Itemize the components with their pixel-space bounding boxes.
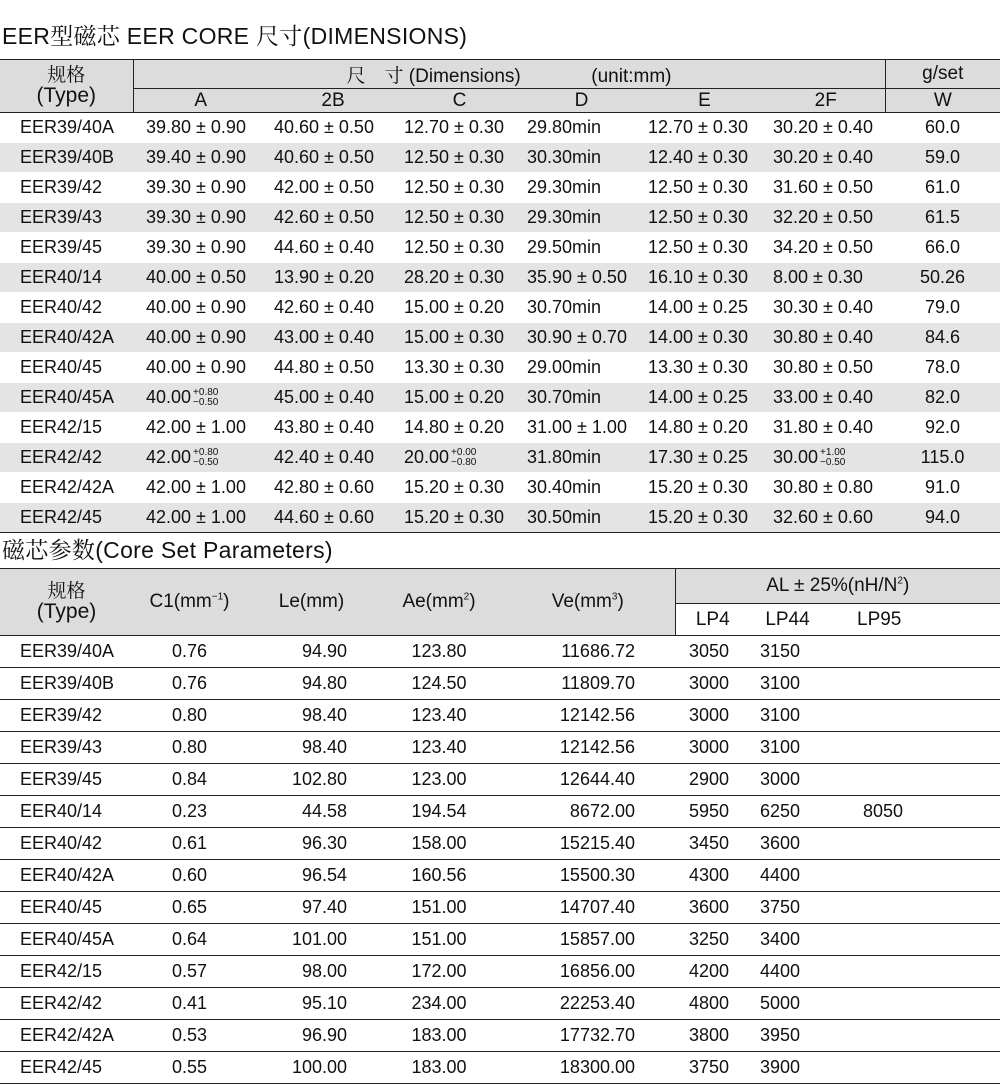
lp4-cell: 3000 <box>675 668 750 700</box>
dimension-cell-E: 14.00 ± 0.25 <box>642 293 767 323</box>
table-row <box>0 143 1000 173</box>
table-row <box>0 1052 1000 1084</box>
param-type-cell: EER40/14 <box>0 796 133 828</box>
dimension-cell-D: 29.50min <box>521 233 642 263</box>
dimension-cell-F: 8.00 ± 0.30 <box>767 263 885 293</box>
table-row <box>0 668 1000 700</box>
c1-cell: 0.55 <box>133 1052 246 1084</box>
dimension-cell-D: 30.50min <box>521 503 642 533</box>
le-cell: 101.00 <box>246 924 377 956</box>
type-cell: EER42/15 <box>0 413 133 443</box>
table-row <box>0 860 1000 892</box>
dimension-cell-A: 40.00 ± 0.90 <box>133 323 268 353</box>
weight-cell: 61.0 <box>885 173 1000 203</box>
dimension-cell-B: 44.60 ± 0.60 <box>268 503 398 533</box>
dimension-cell-C: 12.70 ± 0.30 <box>398 113 521 143</box>
lp44-cell: 3900 <box>750 1052 825 1084</box>
material-header-lp44: LP44 <box>750 604 825 636</box>
dimension-cell-C: 12.50 ± 0.30 <box>398 143 521 173</box>
dimension-cell-B: 44.60 ± 0.40 <box>268 233 398 263</box>
param-type-cell: EER42/42 <box>0 988 133 1020</box>
dimension-cell-D: 31.00 ± 1.00 <box>521 413 642 443</box>
lp95-cell <box>825 924 1000 956</box>
le-cell: 95.10 <box>246 988 377 1020</box>
dimension-cell-F: 30.80 ± 0.80 <box>767 473 885 503</box>
c1-cell: 0.80 <box>133 732 246 764</box>
dimension-cell-D: 29.00min <box>521 353 642 383</box>
ae-cell: 234.00 <box>377 988 501 1020</box>
lp4-cell: 2900 <box>675 764 750 796</box>
lp95-cell <box>825 636 1000 668</box>
c1-cell: 0.23 <box>133 796 246 828</box>
le-cell: 100.00 <box>246 1052 377 1084</box>
lp4-cell: 3450 <box>675 828 750 860</box>
dimension-cell-C: 12.50 ± 0.30 <box>398 203 521 233</box>
lp44-cell: 3150 <box>750 636 825 668</box>
type-cell: EER39/43 <box>0 203 133 233</box>
table-row <box>0 796 1000 828</box>
dimension-cell-D: 30.30min <box>521 143 642 173</box>
dimension-cell-C: 28.20 ± 0.30 <box>398 263 521 293</box>
lp95-cell <box>825 956 1000 988</box>
ve-cell: 12142.56 <box>501 732 675 764</box>
ve-cell: 15857.00 <box>501 924 675 956</box>
dimension-cell-A: 39.30 ± 0.90 <box>133 203 268 233</box>
ae-cell: 124.50 <box>377 668 501 700</box>
c1-cell: 0.65 <box>133 892 246 924</box>
dimension-cell-F: 30.00 +1.00 −0.50 <box>767 443 885 473</box>
weight-cell: 92.0 <box>885 413 1000 443</box>
le-cell: 44.58 <box>246 796 377 828</box>
column-header-D: D <box>521 89 642 113</box>
lp44-cell: 6250 <box>750 796 825 828</box>
ve-cell: 16856.00 <box>501 956 675 988</box>
material-header-lp4: LP4 <box>675 604 750 636</box>
type-cell: EER40/14 <box>0 263 133 293</box>
weight-cell: 91.0 <box>885 473 1000 503</box>
c1-cell: 0.76 <box>133 636 246 668</box>
dimension-cell-A: 39.30 ± 0.90 <box>133 173 268 203</box>
dimension-cell-E: 12.50 ± 0.30 <box>642 173 767 203</box>
c1-cell: 0.57 <box>133 956 246 988</box>
dimension-cell-D: 30.40min <box>521 473 642 503</box>
param-type-cell: EER42/15 <box>0 956 133 988</box>
ve-cell: 14707.40 <box>501 892 675 924</box>
lp44-cell: 3000 <box>750 764 825 796</box>
ae-cell: 151.00 <box>377 892 501 924</box>
lp95-cell <box>825 668 1000 700</box>
dimension-cell-D: 29.30min <box>521 203 642 233</box>
dimension-cell-E: 12.50 ± 0.30 <box>642 233 767 263</box>
dimensions-section-title: EER型磁芯 EER CORE 尺寸(DIMENSIONS) <box>2 23 468 49</box>
table-row <box>0 203 1000 233</box>
lp4-cell: 4200 <box>675 956 750 988</box>
type-cell: EER40/42A <box>0 323 133 353</box>
dimension-cell-C: 14.80 ± 0.20 <box>398 413 521 443</box>
lp95-cell <box>825 828 1000 860</box>
le-cell: 98.00 <box>246 956 377 988</box>
table-row <box>0 924 1000 956</box>
c1-cell: 0.41 <box>133 988 246 1020</box>
table-row <box>0 473 1000 503</box>
ve-header: $Ve(mm^3)$ <box>501 569 675 636</box>
lp44-cell: 4400 <box>750 956 825 988</box>
dimension-cell-A: 39.80 ± 0.90 <box>133 113 268 143</box>
param-type-cell: EER39/40A <box>0 636 133 668</box>
ae-cell: 123.00 <box>377 764 501 796</box>
type-cell: EER39/42 <box>0 173 133 203</box>
ve-cell: 15500.30 <box>501 860 675 892</box>
dimension-cell-B: 45.00 ± 0.40 <box>268 383 398 413</box>
type-cell: EER42/45 <box>0 503 133 533</box>
le-cell: 97.40 <box>246 892 377 924</box>
lp44-cell: 3400 <box>750 924 825 956</box>
table-row <box>0 293 1000 323</box>
column-header-A: A <box>133 89 268 113</box>
table-row <box>0 383 1000 413</box>
weight-cell: 50.26 <box>885 263 1000 293</box>
lp44-cell: 3100 <box>750 668 825 700</box>
table-row <box>0 173 1000 203</box>
lp4-cell: 3250 <box>675 924 750 956</box>
ve-cell: 8672.00 <box>501 796 675 828</box>
dimension-cell-B: 13.90 ± 0.20 <box>268 263 398 293</box>
parameters-table <box>0 568 1000 1084</box>
ae-cell: 151.00 <box>377 924 501 956</box>
dimension-cell-F: 30.80 ± 0.40 <box>767 323 885 353</box>
dimension-cell-A: 42.00 ± 1.00 <box>133 473 268 503</box>
dimension-cell-E: 15.20 ± 0.30 <box>642 503 767 533</box>
dimension-cell-F: 34.20 ± 0.50 <box>767 233 885 263</box>
ae-cell: 123.40 <box>377 700 501 732</box>
weight-cell: 61.5 <box>885 203 1000 233</box>
column-header-E: E <box>642 89 767 113</box>
dimension-cell-D: 29.30min <box>521 173 642 203</box>
parameters-section-title: 磁芯参数(Core Set Parameters) <box>2 537 333 563</box>
ae-cell: 158.00 <box>377 828 501 860</box>
table-row <box>0 263 1000 293</box>
lp44-cell: 3100 <box>750 732 825 764</box>
param-type-cell: EER39/42 <box>0 700 133 732</box>
dimension-cell-B: 44.80 ± 0.50 <box>268 353 398 383</box>
table-row <box>0 700 1000 732</box>
lp4-cell: 3800 <box>675 1020 750 1052</box>
lp44-cell: 3750 <box>750 892 825 924</box>
lp44-cell: 3600 <box>750 828 825 860</box>
weight-cell: 66.0 <box>885 233 1000 263</box>
dimension-cell-C: 15.20 ± 0.30 <box>398 503 521 533</box>
dimension-cell-F: 30.80 ± 0.50 <box>767 353 885 383</box>
weight-cell: 84.6 <box>885 323 1000 353</box>
dimension-cell-E: 12.70 ± 0.30 <box>642 113 767 143</box>
le-cell: 96.90 <box>246 1020 377 1052</box>
c1-header: $C1(mm^{-1})$ <box>133 569 246 636</box>
dimension-cell-F: 31.80 ± 0.40 <box>767 413 885 443</box>
table-row <box>0 636 1000 668</box>
lp44-cell: 5000 <box>750 988 825 1020</box>
dimension-cell-C: 13.30 ± 0.30 <box>398 353 521 383</box>
type-cell: EER40/42 <box>0 293 133 323</box>
dimension-cell-D: 31.80min <box>521 443 642 473</box>
dimensions-table <box>0 59 1000 533</box>
param-type-cell: EER40/42A <box>0 860 133 892</box>
dimension-cell-E: 13.30 ± 0.30 <box>642 353 767 383</box>
param-type-cell: EER42/42A <box>0 1020 133 1052</box>
weight-cell: 94.0 <box>885 503 1000 533</box>
ae-cell: 123.80 <box>377 636 501 668</box>
weight-cell: 82.0 <box>885 383 1000 413</box>
lp95-cell <box>825 988 1000 1020</box>
table-row <box>0 892 1000 924</box>
param-type-cell: EER40/45A <box>0 924 133 956</box>
param-type-header: 规格 (Type) <box>0 569 133 636</box>
type-cell: EER40/45A <box>0 383 133 413</box>
lp95-cell <box>825 700 1000 732</box>
table-row <box>0 233 1000 263</box>
lp95-cell: 8050 <box>825 796 1000 828</box>
c1-cell: 0.53 <box>133 1020 246 1052</box>
dimension-cell-E: 17.30 ± 0.25 <box>642 443 767 473</box>
le-header: Le(mm) <box>246 569 377 636</box>
ve-cell: 17732.70 <box>501 1020 675 1052</box>
al-header: AL ± $25\%(nH/N^2)$ <box>675 569 1000 604</box>
param-type-cell: EER39/45 <box>0 764 133 796</box>
table-row <box>0 732 1000 764</box>
weight-cell: 59.0 <box>885 143 1000 173</box>
c1-cell: 0.64 <box>133 924 246 956</box>
table-row <box>0 764 1000 796</box>
column-header-2F: 2F <box>767 89 885 113</box>
le-cell: 96.30 <box>246 828 377 860</box>
dimension-cell-D: 30.70min <box>521 383 642 413</box>
c1-cell: 0.61 <box>133 828 246 860</box>
dimension-cell-B: 40.60 ± 0.50 <box>268 143 398 173</box>
lp4-cell: 3000 <box>675 700 750 732</box>
ae-cell: 194.54 <box>377 796 501 828</box>
lp44-cell: 3100 <box>750 700 825 732</box>
dimension-cell-C: 15.20 ± 0.30 <box>398 473 521 503</box>
ve-cell: 11686.72 <box>501 636 675 668</box>
param-type-cell: EER40/42 <box>0 828 133 860</box>
dimension-cell-E: 14.80 ± 0.20 <box>642 413 767 443</box>
lp4-cell: 5950 <box>675 796 750 828</box>
weight-cell: 79.0 <box>885 293 1000 323</box>
c1-cell: 0.84 <box>133 764 246 796</box>
ae-header: $Ae(mm^2)$ <box>377 569 501 636</box>
dimension-cell-E: 12.50 ± 0.30 <box>642 203 767 233</box>
dimension-cell-C: 12.50 ± 0.30 <box>398 233 521 263</box>
type-cell: EER42/42 <box>0 443 133 473</box>
type-header: 规格 (Type) <box>0 60 133 113</box>
dimension-cell-E: 15.20 ± 0.30 <box>642 473 767 503</box>
type-cell: EER39/40A <box>0 113 133 143</box>
dimension-cell-A: 42.00 ± 1.00 <box>133 503 268 533</box>
dimension-cell-F: 30.30 ± 0.40 <box>767 293 885 323</box>
dimension-cell-C: 15.00 ± 0.20 <box>398 293 521 323</box>
dimension-cell-A: 39.30 ± 0.90 <box>133 233 268 263</box>
lp95-cell <box>825 860 1000 892</box>
dimension-cell-D: 30.70min <box>521 293 642 323</box>
lp95-cell <box>825 764 1000 796</box>
dimension-cell-A: 40.00 ± 0.50 <box>133 263 268 293</box>
type-cell: EER39/45 <box>0 233 133 263</box>
dimension-cell-F: 32.60 ± 0.60 <box>767 503 885 533</box>
dimension-cell-B: 43.80 ± 0.40 <box>268 413 398 443</box>
dimension-cell-C: 20.00 +0.00 −0.80 <box>398 443 521 473</box>
weight-cell: 115.0 <box>885 443 1000 473</box>
type-cell: EER42/42A <box>0 473 133 503</box>
type-cell: EER40/45 <box>0 353 133 383</box>
dimension-cell-F: 33.00 ± 0.40 <box>767 383 885 413</box>
dimension-cell-C: 15.00 ± 0.30 <box>398 323 521 353</box>
dimension-cell-B: 42.00 ± 0.50 <box>268 173 398 203</box>
type-cell: EER39/40B <box>0 143 133 173</box>
dimension-cell-A: 40.00 ± 0.90 <box>133 293 268 323</box>
lp4-cell: 3750 <box>675 1052 750 1084</box>
lp95-cell <box>825 732 1000 764</box>
dimension-cell-B: 42.40 ± 0.40 <box>268 443 398 473</box>
dimension-cell-D: 35.90 ± 0.50 <box>521 263 642 293</box>
weight-cell: 78.0 <box>885 353 1000 383</box>
table-row <box>0 413 1000 443</box>
ve-cell: 18300.00 <box>501 1052 675 1084</box>
dimension-cell-D: 29.80min <box>521 113 642 143</box>
ve-cell: 12142.56 <box>501 700 675 732</box>
dimension-cell-E: 14.00 ± 0.25 <box>642 383 767 413</box>
dimension-cell-D: 30.90 ± 0.70 <box>521 323 642 353</box>
dimension-cell-B: 40.60 ± 0.50 <box>268 113 398 143</box>
param-type-cell: EER40/45 <box>0 892 133 924</box>
dimension-cell-C: 12.50 ± 0.30 <box>398 173 521 203</box>
le-cell: 102.80 <box>246 764 377 796</box>
lp44-cell: 3950 <box>750 1020 825 1052</box>
column-header-2B: 2B <box>268 89 398 113</box>
dimension-cell-F: 31.60 ± 0.50 <box>767 173 885 203</box>
lp4-cell: 3000 <box>675 732 750 764</box>
table-row <box>0 1020 1000 1052</box>
dimension-cell-A: 42.00 +0.80 −0.50 <box>133 443 268 473</box>
table-row <box>0 113 1000 143</box>
le-cell: 96.54 <box>246 860 377 892</box>
table-row <box>0 956 1000 988</box>
c1-cell: 0.80 <box>133 700 246 732</box>
weight-cell: 60.0 <box>885 113 1000 143</box>
le-cell: 94.90 <box>246 636 377 668</box>
param-type-cell: EER42/45 <box>0 1052 133 1084</box>
dimension-cell-A: 39.40 ± 0.90 <box>133 143 268 173</box>
lp4-cell: 3050 <box>675 636 750 668</box>
le-cell: 98.40 <box>246 700 377 732</box>
column-header-W: W <box>885 89 1000 113</box>
param-type-cell: EER39/43 <box>0 732 133 764</box>
dimension-cell-F: 30.20 ± 0.40 <box>767 143 885 173</box>
dimension-cell-A: 42.00 ± 1.00 <box>133 413 268 443</box>
dimension-cell-C: 15.00 ± 0.20 <box>398 383 521 413</box>
table-row <box>0 988 1000 1020</box>
dimensions-header: 尺 寸 (Dimensions) (unit:mm) <box>133 60 885 89</box>
ae-cell: 172.00 <box>377 956 501 988</box>
column-header-C: C <box>398 89 521 113</box>
ve-cell: 15215.40 <box>501 828 675 860</box>
lp44-cell: 4400 <box>750 860 825 892</box>
dimension-cell-E: 14.00 ± 0.30 <box>642 323 767 353</box>
ve-cell: 11809.70 <box>501 668 675 700</box>
ae-cell: 183.00 <box>377 1020 501 1052</box>
ve-cell: 12644.40 <box>501 764 675 796</box>
c1-cell: 0.60 <box>133 860 246 892</box>
ve-cell: 22253.40 <box>501 988 675 1020</box>
lp95-cell <box>825 892 1000 924</box>
dimension-cell-E: 16.10 ± 0.30 <box>642 263 767 293</box>
ae-cell: 183.00 <box>377 1052 501 1084</box>
dimension-cell-E: 12.40 ± 0.30 <box>642 143 767 173</box>
dimension-cell-F: 30.20 ± 0.40 <box>767 113 885 143</box>
le-cell: 94.80 <box>246 668 377 700</box>
table-row <box>0 443 1000 473</box>
c1-cell: 0.76 <box>133 668 246 700</box>
table-row <box>0 323 1000 353</box>
weight-header: g/set <box>885 60 1000 89</box>
dimension-cell-A: 40.00 ± 0.90 <box>133 353 268 383</box>
material-header-lp95: LP95 <box>825 604 1000 636</box>
le-cell: 98.40 <box>246 732 377 764</box>
dimension-cell-B: 42.60 ± 0.50 <box>268 203 398 233</box>
dimension-cell-B: 42.60 ± 0.40 <box>268 293 398 323</box>
ae-cell: 160.56 <box>377 860 501 892</box>
dimension-cell-B: 43.00 ± 0.40 <box>268 323 398 353</box>
dimension-cell-A: 40.00 +0.80 −0.50 <box>133 383 268 413</box>
lp95-cell <box>825 1020 1000 1052</box>
param-type-cell: EER39/40B <box>0 668 133 700</box>
table-row <box>0 828 1000 860</box>
table-row <box>0 353 1000 383</box>
lp95-cell <box>825 1052 1000 1084</box>
lp4-cell: 4300 <box>675 860 750 892</box>
dimension-cell-F: 32.20 ± 0.50 <box>767 203 885 233</box>
dimension-cell-B: 42.80 ± 0.60 <box>268 473 398 503</box>
lp4-cell: 3600 <box>675 892 750 924</box>
lp4-cell: 4800 <box>675 988 750 1020</box>
ae-cell: 123.40 <box>377 732 501 764</box>
table-row <box>0 503 1000 533</box>
